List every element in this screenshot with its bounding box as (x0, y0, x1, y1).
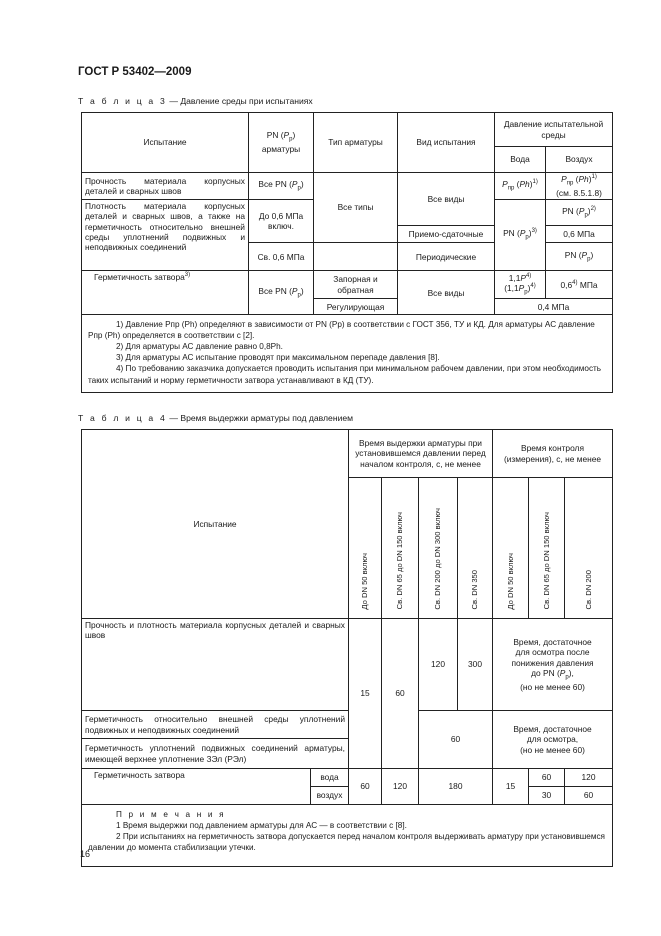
t4-col-dn50: До DN 50 включ (349, 478, 382, 619)
t4-notes (82, 805, 613, 867)
t3-row-strength: Прочность материала корпусных деталей и сварных швов (82, 173, 249, 200)
t3-acceptance: Приемо-сдаточные (398, 226, 495, 243)
t3-pn-over: Св. 0,6 МПа (249, 243, 314, 271)
table3 (81, 112, 613, 393)
t4-v60b: 60 (419, 711, 493, 769)
t4-col-dn65-150: Св. DN 65 до DN 150 включ (382, 478, 419, 619)
t3-closure-all-pn: Все PN $(P_р)$ (249, 271, 314, 315)
t4-row-closure: Герметичность затвора (82, 769, 311, 805)
t4-row-tight-top: Герметичность уплотнений подвижных соединений арматуры, имеющей верхнее уплотнение ЗЭл (РЭл) (82, 739, 349, 769)
page-header: ГОСТ Р 53402—2009 (78, 66, 192, 78)
t4-v120: 120 (419, 619, 458, 711)
t4-row-strength: Прочность и плотность материала корпусных деталей и сварных швов (82, 619, 349, 711)
t3-footnote-4: 4) По требованию заказчика допускается проводить испытания при минимальном рабочем давлении, при этом необходимость таких испытаний и норму герметичности затвора устанавливают в КД (ТУ). (88, 364, 602, 385)
table4-caption (78, 413, 353, 423)
t4-water: вода (311, 769, 349, 787)
table3-caption-label: Т а б л и ц а 3 (78, 96, 167, 106)
t4-c60: 60 (349, 769, 382, 805)
t3-footnote-3: 3) Для арматуры АС испытание проводят при максимальном перепаде давления [8]. (116, 353, 440, 363)
t3-header-test-kind: Вид испытания (398, 113, 495, 173)
t3-pn-upto: До 0,6 МПа включ. (249, 200, 314, 243)
t3-air-pn-p: PN $(P_р)$ (546, 243, 613, 271)
t3-air-ppr: $P_{пр}$ $(Ph)^{1)}$ (см. 8.5.1.8) (546, 173, 613, 200)
t3-stop-check: Запорная и обратная (314, 271, 398, 299)
t3-closure-all-kinds: Все виды (398, 271, 495, 315)
t4-header-control: Время контроля (измерения), с, не менее (493, 430, 613, 478)
t3-water-11: $1,1P^{4)}$ $(1,1P_р)^{4)}$ (495, 271, 546, 299)
t3-water-pn3: PN $(P_р)^{3)}$ (495, 200, 546, 271)
t3-air-06: 0,6 МПа (546, 226, 613, 243)
t3-regulating: Регулирующая (314, 299, 398, 315)
t4-note-1: 1 Время выдержки под давлением арматуры для АС — в соответствии с [8]. (116, 821, 407, 831)
table4-caption-label: Т а б л и ц а 4 (78, 413, 167, 423)
t4-v15: 15 (349, 619, 382, 769)
t4-row-tight-outer: Герметичность относительно внешней среды уплотнений подвижных и неподвижных соединений (82, 711, 349, 739)
t3-all-kinds: Все виды (398, 173, 495, 226)
t4-v300: 300 (458, 619, 493, 711)
t4-air: воздух (311, 787, 349, 805)
t4-col-c-dn65-150: Св. DN 65 до DN 150 включ (529, 478, 565, 619)
t4-c180: 180 (419, 769, 493, 805)
t3-footnote-1: 1) Давление Pпр (Ph) определяют в зависимости от PN (Pр) в соответствии с ГОСТ 356, ТУ и КД. Для арматуры АС давление Pпр (Ph) определяется в соответствии с [2]. (88, 320, 595, 341)
t3-header-pn: PN $(P_р)$ арматуры (249, 113, 314, 173)
table3-caption-text: — Давление среды при испытаниях (166, 96, 313, 106)
t4-v60: 60 (382, 619, 419, 769)
t4-control1: Время, достаточное для осмотра после понижения давления до PN $(P_р)$, (но не менее 60) (493, 619, 613, 711)
t4-col-c-dn200: Св. DN 200 (565, 478, 613, 619)
t3-row-closure: Герметичность затвора$^{3)}$ (82, 271, 249, 315)
t4-a60: 60 (565, 787, 613, 805)
t4-note-2: 2 При испытаниях на герметичность затвора допускается перед началом контроля выдерживать арматуру при установившемся давлении до момента стабилизации утечки. (88, 832, 605, 853)
t3-header-valve-type: Тип арматуры (314, 113, 398, 173)
t4-col-c-dn50: До DN 50 включ (493, 478, 529, 619)
t3-water-ppr: $P_{пр}$ $(Ph)^{1)}$ (495, 173, 546, 200)
t3-header-water: Вода (495, 147, 546, 173)
t4-col-dn200-300: Св. DN 200 до DN 300 включ (419, 478, 458, 619)
t3-footnotes (82, 315, 613, 393)
t3-header-pressure: Давление испытательной среды (495, 113, 613, 147)
t3-header-air: Воздух (546, 147, 613, 173)
t3-footnote-2: 2) Для арматуры АС давление равно 0,8Ph. (116, 342, 283, 352)
t4-w120: 120 (565, 769, 613, 787)
t4-header-hold: Время выдержки арматуры при установившемся давлении перед началом контроля, с, не менее (349, 430, 493, 478)
t4-notes-title: П р и м е ч а н и я (116, 810, 226, 819)
t4-col-dn350: Св. DN 350 (458, 478, 493, 619)
t3-header-test: Испытание (82, 113, 249, 173)
t3-all-types: Все типы (314, 173, 398, 243)
page-number: 16 (80, 849, 91, 859)
table4-caption-text: — Время выдержки арматуры под давлением (166, 413, 354, 423)
t3-air-06-4: 0,6$^{4)}$ МПа (546, 271, 613, 299)
t4-a30: 30 (529, 787, 565, 805)
t4-c15: 15 (493, 769, 529, 805)
t3-periodic: Периодические (398, 243, 495, 271)
table3-caption (78, 96, 313, 106)
t3-air-pn2: PN $(P_р)^{2)}$ (546, 200, 613, 226)
t4-w60: 60 (529, 769, 565, 787)
t4-control2: Время, достаточное для осмотра, (но не менее 60) (493, 711, 613, 769)
t4-c120: 120 (382, 769, 419, 805)
t3-all-pn: Все PN $(P_р)$ (249, 173, 314, 200)
t3-reg-04: 0,4 МПа (495, 299, 613, 315)
t4-header-test: Испытание (82, 430, 349, 619)
table4 (81, 429, 613, 867)
t3-row-tightness: Плотность материала корпусных деталей и сварных швов, а также на герметичность относительно внешней среды уплотнений подвижных и неподвижных соединений (82, 200, 249, 271)
